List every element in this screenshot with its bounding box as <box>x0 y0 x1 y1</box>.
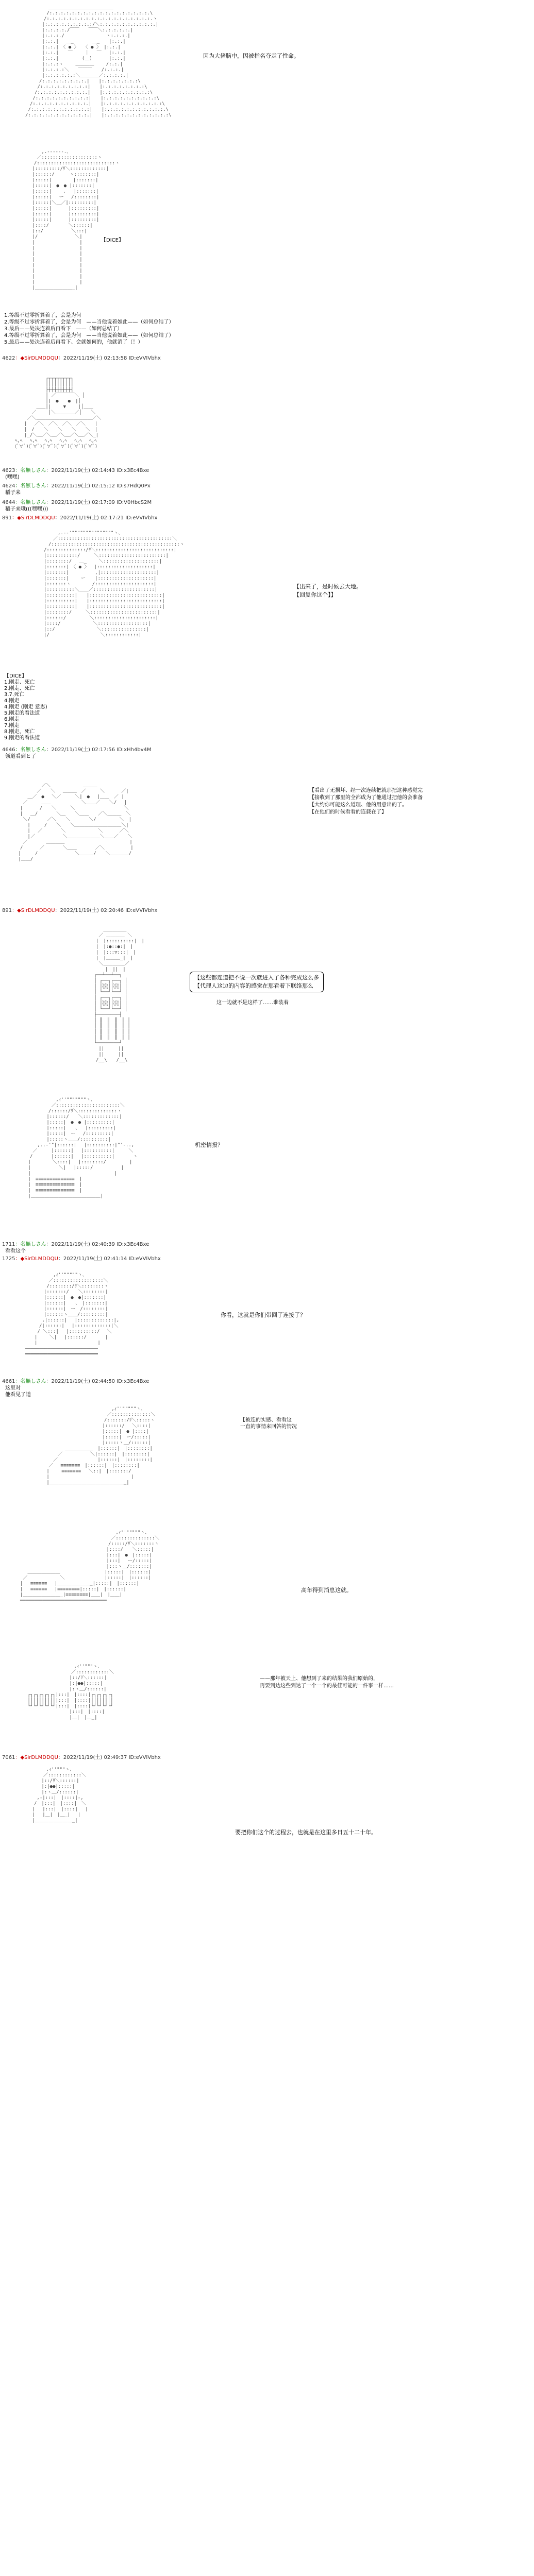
ascii-art-figure-11: ,ｨ''"""ヽ､ ／::::::::::::＼ |::/ﾘ＼::::::| |:|●●|:::::| |:ヽ＿/::::::| ,-|:::| |::::|-, / |:::| |::::| ＼ | |:::| |::::| | | |＿| |＿_| | |＿＿＿＿＿＿＿＿_| <box>32 1767 88 1823</box>
scene-8 <box>0 1401 534 1530</box>
post-author: ：◆SirDLMDDQU <box>12 515 55 521</box>
ascii-art-figure-2: ,.-‐‐‐‐-.､ ／::::::::::::::::::::ヽ /::::::::::::::::::::::::::::ヽ |:::::::::/ﾘ＼:::::::::::::| |::::::/ ヽ::::::::| |:::::| |:::::::| |:::::| ● ● |:::::::| |:::::| ､ |:::::::| |:::::| ー /::::::::| |:::::|＼＿／|:::::::::| |:::::| |:::::::::| |:::::| |:::::::::| |:::::| |:::::::::| |::::/ ＼::::::| |::/ ＼:::| |/ ＼| | | | | | | | | | | | | | | | | |＿＿＿＿＿＿＿＿_| <box>32 149 120 291</box>
post-header <box>2 1242 149 1248</box>
post-meta: ：2022/11/19(土) 02:49:37 ID:eVVIVbhx <box>58 1755 161 1760</box>
post-body: 稲子来哦(((嘿嘿))) <box>5 506 48 512</box>
scene-10 <box>0 1664 534 1767</box>
dice-item: 3.7.死亡 <box>4 692 25 698</box>
ascii-art-figure-7: ,ｨ''"""""ヽ､ ／::::::::::::::::::＼ /::::::::/ﾘ＼::::::::ヽ |:::::::/ ＼::::::::| |::::::| ● ●|:::::::| |::::::| ､ |:::::::| |::::::| ー /::::::::| |::::::ヽ＿＿/:::::::::| ,|::::::| |:::::::::::::|, /|::::::| |:::::::::::::|＼ / ＼:::| |::::::::::/ ＼ | ＼| |::::::/ | | | ━━━━━━━━━━━━━━━━━━━━━━━━━━ ━━━━━━━━━━━━━━━━━━━━━━━━━━ <box>25 1273 120 1357</box>
speech-bubble: 机密情报？ <box>191 1140 227 1151</box>
narration-line: 【接收到了那里的全都成为了他通过把他的会准备 <box>309 795 423 801</box>
post-header <box>2 355 161 362</box>
post-number[interactable]: 4623 <box>2 468 15 473</box>
ascii-art-figure-10: ,ｨ''"""ヽ､ ／::::::::::::＼ |::/ﾘ＼::::::| |:|●●|:::::| |:ヽ＿/::::::| ┌┐┌┐┌┐┌┐┌┐|:::| |::::|┌┐┌┐┌┐┌┐ ││││││││││|:::| |::::|││││││││ └┘└┘└┘└┘└┘|:::| |::::|└┘└┘└┘└┘ |:::| |::::| |＿| |＿_| <box>27 1664 114 1720</box>
speech-bubble: 因为大佬脑中，因被指名夺走了性命。 <box>199 50 304 62</box>
ascii-art-creature: ┌┬┬┬┬┬┬┬┬┐ ││││││││││ ├┼┼┼┼┼┼┼┼┤ │ ／￣￣￣￣＼ │ │| ● ● |│ ＿＿│| ▼ |│＿＿ ／ │＼＿＿＿＿／│ ＼ ／＼＿＿＿＿＿＿＿＿＿＿＿＿／＼ | ／＼ ／＼ ／＼ ／＼ | | / ＼ ＼ ＼ ＼ | |_/＼＿／＼＿／＼＿／＼＿／＼_| ﾍ,ﾍ ﾍ,ﾍ ﾍ,ﾍ ﾍ,ﾍ ﾍ,ﾍ ﾍ,ﾍ (ﾟ∀ﾟ)(ﾟ∀ﾟ)(ﾟ∀ﾟ)(ﾟ∀ﾟ)(ﾟ∀ﾟ)(ﾟ∀ﾟ) <box>15 376 102 449</box>
speech-bubble: 你看，这就是你们带回了连接了？ <box>216 1310 310 1321</box>
post-author: ：名無しさん <box>15 468 46 473</box>
post-number[interactable]: 891 <box>2 515 12 521</box>
post-meta: ：2022/11/19(土) 02:15:12 ID:s7HdQ0Px <box>46 483 151 489</box>
post-header <box>2 908 157 914</box>
post-header <box>2 483 151 489</box>
narration-line: 【看出了无损坏、经一次连续把就那把这种感觉完 <box>309 788 423 793</box>
dice-item: 2.刚走、死亡 <box>4 686 35 691</box>
post-number[interactable]: 4622 <box>2 355 15 361</box>
ascii-art-figure-3: ,.-‐'"""""""""""""""ヽ､ ／:::::::::::::::::::::::::::::::::::::::::＼ /::::::::::::::::::::::::::::::::::::::::::::::ヽ /::::::::::::::/ﾘ＼::::::::::::::::::::::::::::| |:::::::::::/ ＼::::::::::::::::::::::::| |::::::::/ ＿_ ＼::::::::::::::::::::| |:::::::| 〈 ● 〉 |::::::::::::::::::::| |:::::::| ,|::::::::::::::::::::| |:::::::| ー |::::::::::::::::::::| |:::::::ヽ /:::::::::::::::::::::| |::::::::::＼＿＿／::::::::::::::::::::::| |::::::::::| |::::::::::::::::::::::::::| |::::::::::| |::::::::::::::::::::::::::| |::::::::::| |::::::::::::::::::::::::::| |::::::::/ ＼::::::::::::::::::::::::| |::::::/ ＼::::::::::::::::::::::| |::::/ ＼::::::::::::::::::| |::/ ＼::::::::::::::::| |/ ＼::::::::::::| <box>44 531 185 638</box>
post-meta: ：2022/11/19(土) 02:44:50 ID:x3Ec4Bxe <box>46 1379 149 1384</box>
ascii-art-figure-1: ＿＿＿＿＿＿＿＿＿＿＿＿＿＿ /:.:.:.:.:.:.:.:.:.:.:.:.:.:.:.:.:.:.\ /:.:.:.:.:.:.:.:.:.:.:.:.:.:.:.:.:.:.:.ヽ |:.:.:.:.:.:.:.:.:/＼:.:.:.:.:.:.:.:.:.:.| |:.:.:.:./￣￣ ￣￣＼:.:.:.:.:.| |:.:.:./ ヽ:.:.:.| |:.:.| ＿_ ＿_ |:.:.| |:.:.| 〈 ● 〉 〈 ● 〉 |:.:.| |:.:.| ￣ ｜ ￣ |:.:.| |:.:.| (＿) |:.:.| |:.:.:ヽ ＿＿＿＿ /:.:.| |:.:.:.:＼ ￣￣￣ /:.:.:.| |:.:.:.:.:.:＼＿＿＿＿／:.:.:.:.| /:.:.:.:.:.:.:.:.| |:.:.:.:.:.:.:\ /:.:.:.:.:.:.:.:.:| |:.:.:.:.:.:.:.:\ /:.:.:.:.:.:.:.:.:.| |:.:.:.:.:.:.:.:.:\ /:.:.:.:.:.:.:.:.:.:| |:.:.:.:.:.:.:.:.:.:\ /:.:.:.:.:.:.:.:.:.:.| |:.:.:.:.:.:.:.:.:.:.:\ /:.:.:.:.:.:.:.:.:.:.:| |:.:.:.:.:.:.:.:.:.:.:.\ /:.:.:.:.:.:.:.:.:.:.:.| |:.:.:.:.:.:.:.:.:.:.:.:\ <box>25 5 172 118</box>
post-author: ：◆SirDLMDDQU <box>15 1256 58 1262</box>
narration-line: 这一边就不是这样了……谁装着 <box>216 1000 289 1006</box>
dice-item: 6.刚走 <box>4 717 20 722</box>
dice-item: 8.刚走，死亡 <box>4 729 35 735</box>
speech-bubble: 【出来了，是时候去大地。 【回复你这个】】 <box>290 581 366 601</box>
narration-line: 【大约你可能这么道理、他的用意出的了。 <box>309 802 407 808</box>
dice-line-1: 1.等级不过零折算着了，会是为何 <box>4 313 81 318</box>
post-meta: ：2022/11/19(土) 02:17:56 ID:xHh4bv4M <box>46 747 152 753</box>
post-meta: ：2022/11/19(土) 02:40:39 ID:x3Ec4Bxe <box>46 1242 149 1247</box>
dice-item: 9.刚走的看法道 <box>4 735 40 741</box>
scene-3 <box>0 526 534 773</box>
dice-line-2: 2.等级不过零折算着了，会是为何 ——当他说着如此——（如何总结了） <box>4 319 174 325</box>
narration-line: 【在他们的时候看看的连载在了】 <box>309 809 387 815</box>
post-number[interactable]: 7061 <box>2 1755 15 1760</box>
speech-bubble: 高年得到消息这就。 <box>297 1585 356 1596</box>
scene-2b <box>0 376 534 500</box>
post-number[interactable]: 1725 <box>2 1256 15 1262</box>
scene-2c <box>0 500 534 526</box>
speech-bubble: 要把你们这个的过程去，也就是在这里多日五十二十年。 <box>231 1827 381 1838</box>
ascii-art-figure-5: ＿＿＿＿＿ ／ ＿＿＿＿ ＼ | |::::::::::| | | |:●::●:| | | |:::▽:::| | | |＿＿＿_| | ＼＿＿＿＿_／ | || | ┌──┴──┴──┐ │ ┌──┐┌──┐ │ │ │░░││░░│ │ │ └──┘└──┘ │ │ ┌──┐┌──┐ │ │ │░░││░░│ │ │ └──┘└──┘ │ ├────────┤ │ ║ ║ ║ ║ │ │ ║ ║ ║ ║ │ │ ║ ║ ║ ║ │ │ ║ ║ ║ ║ │ └────────┘ || || || || /__\ /__\ <box>94 927 144 1063</box>
ascii-art-battle: ／＼ ＿＿＿ ／ ＼ ＿＿＿ ／ ＼ ／| ＿／ ● ＼／ ＼| ● |＿＿ ／ | ／ ＿＿ ＼＿＿／ ＼/ | | / ＼ ＼ ＼ | ＿/ ＼＿ ＼＿＿ ／＼＿＿＿ ＼ ＼/ ／＼ ＼ ＼/ ＼ | | / ＼ ＼＿＿＿＿＿＿＿＿＿＿＼| | ／ ＼ ＼ ／＼ |／ ＼＿＿＿＿＿＿＿＼＿＿／ ＼ ／ ＿＿＿＿ | / ／ ＼＿＿ ／＼ | | / ＼＿＿＿/ ＼＿＿＿＿/ |＿＿/ <box>18 783 134 862</box>
dice-item: 4.刚走 <box>4 698 20 704</box>
post-number[interactable]: 4661 <box>2 1379 15 1384</box>
post-header <box>2 1256 161 1262</box>
post-number[interactable]: 4644 <box>2 500 15 505</box>
post-header <box>2 515 157 521</box>
dice-item: 4.刚走 (刚走 意思) <box>4 704 47 710</box>
scene-6 <box>0 1092 534 1262</box>
scene-11 <box>0 1767 534 1855</box>
ascii-art-figure-9: ,ｨ''"""""ヽ､ ／::::::::::::::＼ /:::::/ﾘ＼:::::::ヽ |::::/ ＼:::::| |:::| ● |:::::| |:::| ー/:::::| |:::ヽ＿/:::::::| ＿＿＿＿＿＿＿ |:::::| |::::::| ／ ＼ |:::::| |::::::| | ≡≡≡≡≡≡ |＿＿＿＿＿＿＿_|:::::| |::::::| | ≡≡≡≡≡≡ |≡≡≡≡≡≡≡≡|:::::| |::::::| |＿＿＿＿＿＿＿＿_|≡≡≡≡≡≡≡≡|＿＿| |＿＿| ━━━━━━━━━━━━━━━━━━━━━━━━━━━━━━━ <box>20 1530 160 1603</box>
post-author: ：◆SirDLMDDQU <box>15 1755 58 1760</box>
post-number[interactable]: 1711 <box>2 1242 15 1247</box>
post-meta: ：2022/11/19(土) 02:41:14 ID:eVVIVbhx <box>58 1256 161 1262</box>
post-body: 稲子来 <box>5 490 21 496</box>
narration-line: ——那年被天上、他想到了来的结果的我们原始的， <box>260 1676 378 1682</box>
narration-line: 【被连的实感、看看这 一直的事情来回答的情况 <box>240 1417 297 1430</box>
post-author: ：名無しさん <box>15 1379 46 1384</box>
post-author: ：名無しさん <box>15 500 46 505</box>
post-meta: ：2022/11/19(土) 02:17:09 ID:V0HbcS2M <box>46 500 152 505</box>
post-meta: ：2022/11/19(土) 02:17:21 ID:eVVIVbhx <box>55 515 158 521</box>
post-body: 这里对 他看见了道 <box>5 1385 31 1398</box>
post-author: ：◆SirDLMDDQU <box>15 355 58 361</box>
narration-line: 再要到达这些到达了一个一个的最佳可能的一件事一样…… <box>260 1683 394 1689</box>
post-body: 看看这个 <box>5 1248 26 1254</box>
scene-1 <box>0 0 534 149</box>
dice-item: 7.刚走 <box>4 723 20 728</box>
post-author: ：名無しさん <box>15 747 46 753</box>
post-header <box>2 500 152 506</box>
post-number[interactable]: 4646 <box>2 747 15 753</box>
post-header <box>2 1379 149 1385</box>
scene-9 <box>0 1530 534 1659</box>
dice-line-5: 5.最后——处决连着后再看下、会就如何的，他就消了（！） <box>4 340 143 345</box>
post-body: (嘿嘿) <box>5 474 20 480</box>
scene-4 <box>0 773 534 922</box>
post-body: 领道看到ヒ了 <box>5 754 36 759</box>
speech-bubble: 【这些都连道把不说一次就进入了各种完成这么多 【代理人这边的内容的感觉在那看着下联络那么 <box>190 972 324 992</box>
dice-line-3: 3.最后——处决连着后再看下 ——（如何总结了） <box>4 326 123 332</box>
scene-7 <box>0 1267 534 1401</box>
post-meta: ：2022/11/19(土) 02:14:43 ID:x3Ec4Bxe <box>46 468 149 473</box>
dice-label: 【DICE】 <box>101 238 124 243</box>
post-author: ：名無しさん <box>15 1242 46 1247</box>
dice-item: 5.刚走的看法道 <box>4 710 40 716</box>
post-author: ：名無しさん <box>15 483 46 489</box>
post-header <box>2 468 149 474</box>
post-meta: ：2022/11/19(土) 02:20:46 ID:eVVIVbhx <box>55 908 158 913</box>
post-header <box>2 747 152 753</box>
ascii-art-figure-6: ,ｨ''"""""""ヽ､ ／:::::::::::::::::::::::＼ /::::::/ﾘ＼::::::::::::::ヽ |::::::/ ＼:::::::::::::| |:::::| ● ● |:::::::::| |:::::| ､ |:::::::::| |:::::| ー /:::::::::| |:::::ヽ＿＿/::::::::::| ,..-'"|::::::| |::::::::::|"'-.., ／ |::::::| |::::::::::| ＼ / |::::::| |::::::::::| ヽ | ＼::::| |::::::::/ | | ＼| |:::::/ | | | | ≡≡≡≡≡≡≡≡≡≡≡≡≡≡ | | ≡≡≡≡≡≡≡≡≡≡≡≡≡≡ | | ≡≡≡≡≡≡≡≡≡≡≡≡≡≡ | |＿＿＿＿＿＿＿＿＿＿＿＿＿＿＿| <box>28 1097 138 1199</box>
scene-2 <box>0 149 534 376</box>
dice-item: 1.刚走、死亡 <box>4 680 35 685</box>
scene-5 <box>0 922 534 1092</box>
dice-line-4: 4.等级不过零折算着了，会是为何 ——当他说着如此——（如何总结了） <box>4 333 174 338</box>
post-number[interactable]: 4624 <box>2 483 15 489</box>
post-header <box>2 1755 161 1761</box>
post-number[interactable]: 891 <box>2 908 12 913</box>
ascii-art-figure-8: ,ｨ''"""""ヽ､ ／::::::::::::::＼ /:::::::/ﾘ＼:::::ヽ |::::::/ ＼::::| |:::::| ● |::::| |:::::| ー/:::::| |:::::ヽ＿/::::::| ＿＿＿＿＿＿ |::::::| |::::::::| ／ ＼|::::::| |::::::::| ／ |::::::| |::::::::| ／ ≡≡≡≡≡≡≡ |::::::| |::::::::| | ≡≡≡≡≡≡≡ ＼::| |:::::::/ | | |＿＿＿＿＿＿＿＿＿＿＿＿＿＿＿＿_| <box>46 1406 156 1485</box>
dice-label: 【DICE】 <box>4 673 27 679</box>
post-author: ：◆SirDLMDDQU <box>12 908 55 913</box>
post-meta: ：2022/11/19(土) 02:13:58 ID:eVVIVbhx <box>58 355 161 361</box>
